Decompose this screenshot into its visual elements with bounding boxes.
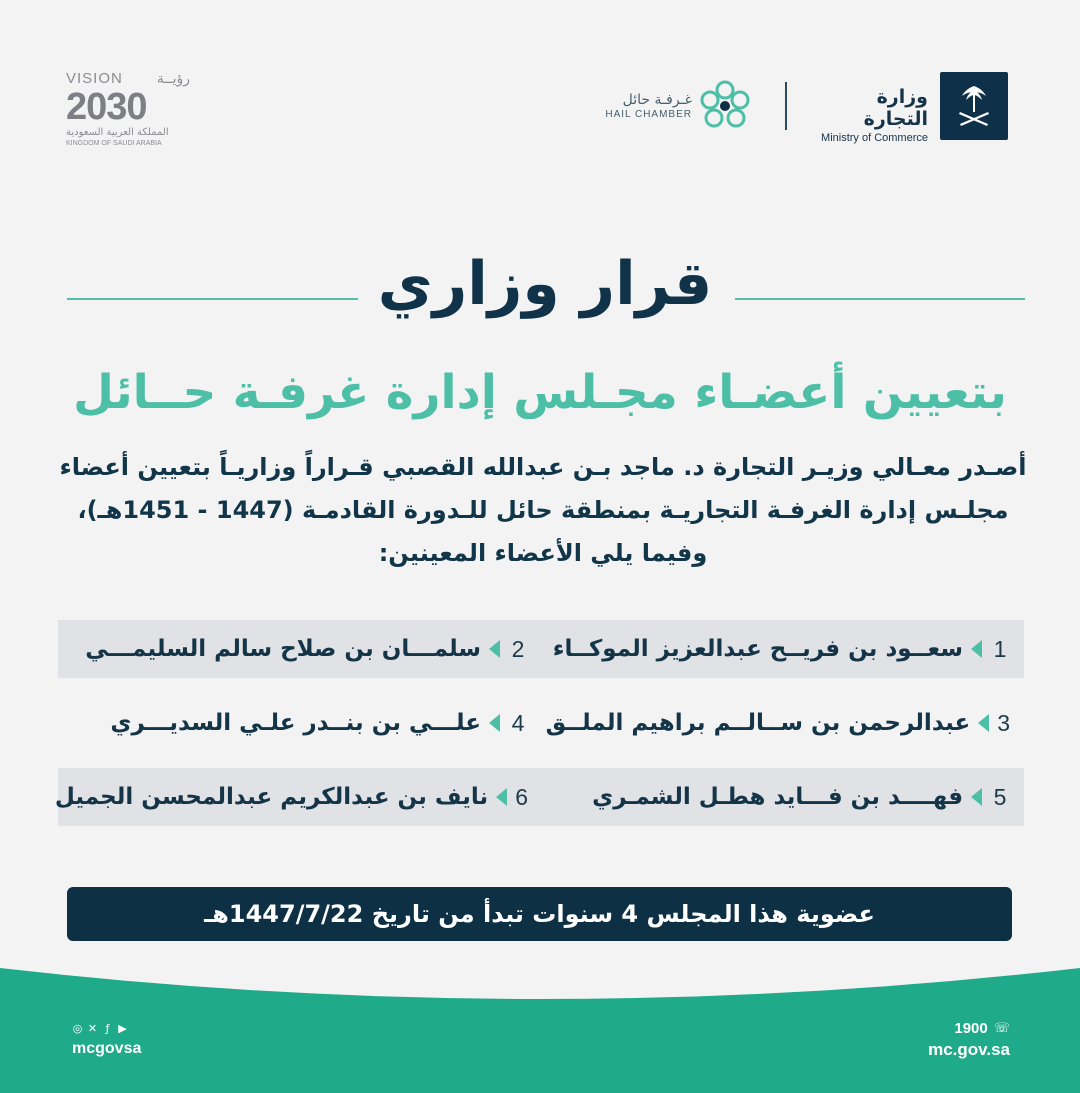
website-link[interactable]: mc.gov.sa: [928, 1040, 1010, 1059]
vision-word: VISION: [66, 70, 123, 87]
member-name: سعــود بن فريــح عبدالعزيز الموكــاء: [552, 636, 963, 662]
instagram-icon[interactable]: ◎: [72, 1022, 83, 1035]
announcement-line: أصـدر معـالي وزيـر التجارة د. ماجد بـن عبدالله القصبي قـراراً وزاريـاً بتعيين أعضاء: [59, 453, 1027, 481]
membership-banner: [67, 887, 1012, 941]
arrow-icon: [971, 788, 982, 806]
member-item: [550, 620, 1010, 678]
vision-2030-logo: [66, 70, 190, 149]
member-name: فهــــد بن فـــايد هطـل الشمـري: [592, 784, 963, 810]
member-name: سلمـــان بن صلاح سالم السليمـــي: [85, 636, 481, 662]
ministry-name-ar: وزارة التجارة: [863, 86, 928, 130]
x-icon[interactable]: ✕: [87, 1022, 98, 1035]
member-item: [550, 768, 1010, 826]
member-number: 2: [511, 635, 525, 662]
hail-chamber-name-ar: غـرفـة حائل: [622, 92, 692, 108]
ministry-name: [810, 86, 928, 146]
hail-chamber-name-en: HAIL CHAMBER: [605, 109, 692, 120]
vision-word-ar: رؤيــة: [156, 71, 190, 87]
member-item: [68, 620, 528, 678]
hail-chamber-logo-icon: [694, 76, 756, 136]
facebook-icon[interactable]: ƒ: [105, 1022, 110, 1035]
membership-banner-text: عضوية هذا المجلس 4 سنوات تبدأ من تاريخ 1447/7/22هـ: [204, 900, 875, 928]
arrow-icon: [496, 788, 507, 806]
page-title: قرار وزاري: [377, 249, 713, 319]
members-row: [58, 620, 1024, 678]
phone-number: 1900: [954, 1020, 988, 1037]
ministry-emblem-icon: [940, 72, 1008, 140]
vision-year: 2030: [66, 86, 147, 128]
member-item: [545, 694, 1010, 752]
phone-contact[interactable]: [944, 1020, 1010, 1037]
member-name: نايف بن عبدالكريم عبدالمحسن الجميل: [54, 784, 489, 810]
arrow-icon: [978, 714, 989, 732]
header-divider: [785, 82, 787, 130]
hail-chamber-name: [600, 92, 692, 122]
member-number: 6: [515, 783, 528, 810]
footer-background: [0, 960, 1080, 1093]
phone-icon: ☏: [993, 1021, 1010, 1036]
arrow-icon: [489, 714, 500, 732]
arrow-icon: [489, 640, 500, 658]
social-handle[interactable]: mcgovsa: [72, 1040, 142, 1057]
page-subtitle: بتعيين أعضـاء مجـلس إدارة غرفـة حــائل: [73, 365, 1007, 420]
announcement-text: [56, 446, 1030, 575]
members-list: [54, 620, 1024, 842]
title-divider-left: [67, 298, 358, 300]
youtube-icon[interactable]: ▶: [118, 1022, 127, 1035]
arrow-icon: [971, 640, 982, 658]
announcement-line: وفيما يلي الأعضاء المعينين:: [378, 539, 708, 567]
member-name: عبدالرحمن بن ســالــم براهيم الملــق: [545, 710, 971, 736]
social-icons: [72, 1023, 128, 1034]
members-row: [58, 694, 1024, 752]
member-number: 3: [997, 709, 1010, 736]
member-name: علـــي بن بنــدر علـي السديـــري: [110, 710, 481, 736]
vision-kingdom-ar: المملكة العربية السعودية: [66, 127, 169, 138]
member-number: 4: [511, 709, 525, 736]
vision-kingdom-en: KINGDOM OF SAUDI ARABIA: [66, 140, 162, 147]
member-item: [54, 768, 528, 826]
members-row: [54, 768, 1024, 826]
announcement-line: مجلـس إدارة الغرفـة التجاريـة بمنطقة حائل للـدورة القادمـة (1447 - 1451هـ)،: [77, 496, 1009, 524]
member-number: 1: [993, 635, 1007, 662]
member-number: 5: [993, 783, 1007, 810]
ministry-name-en: Ministry of Commerce: [821, 132, 928, 144]
title-divider-right: [735, 298, 1025, 300]
member-item: [68, 694, 528, 752]
